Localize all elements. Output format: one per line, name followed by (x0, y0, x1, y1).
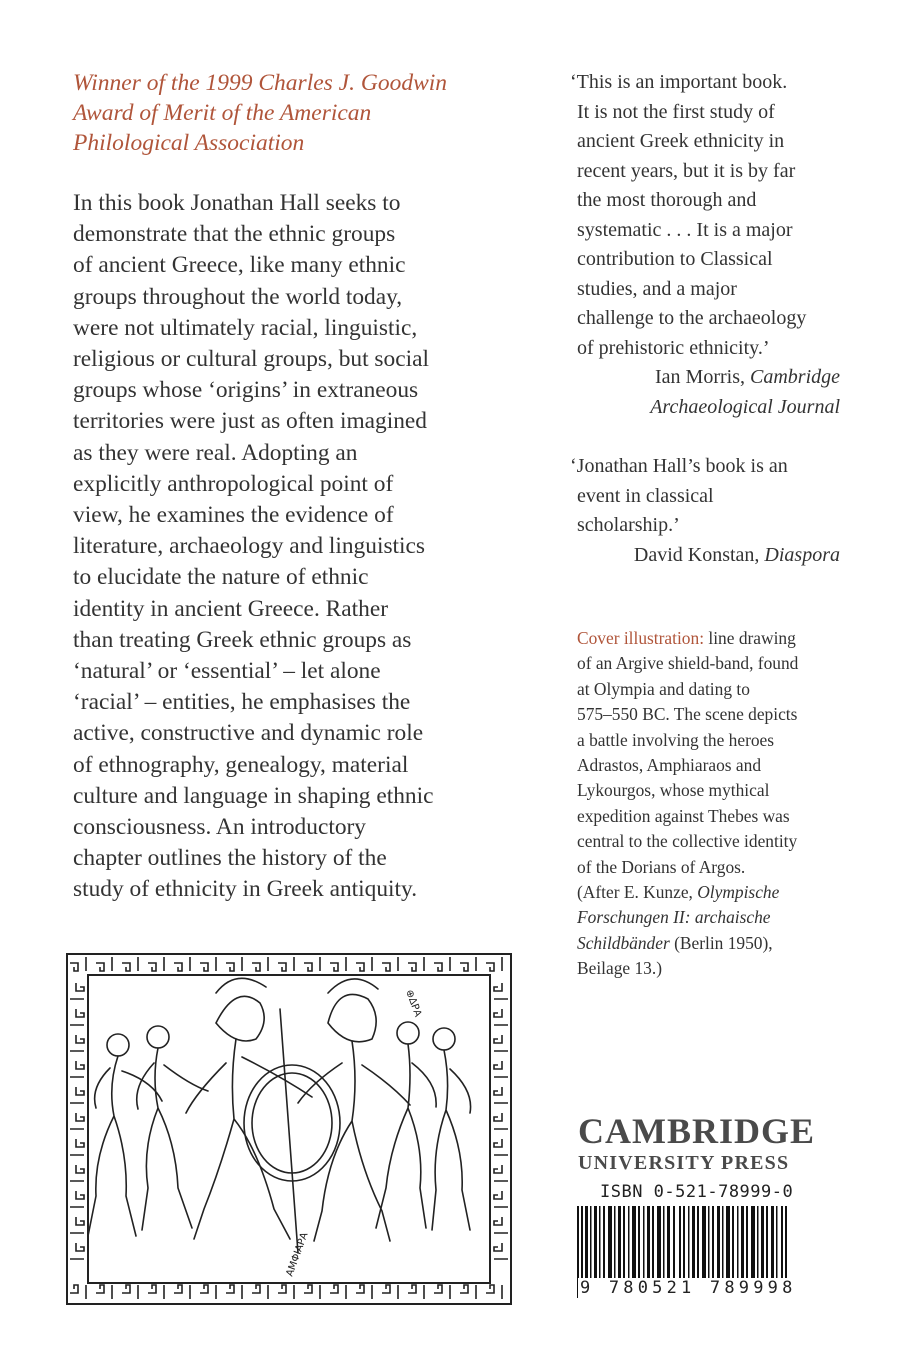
publisher-subtitle: UNIVERSITY PRESS (578, 1152, 790, 1174)
isbn-label: ISBN 0-521-78999-0 (600, 1182, 794, 1202)
publisher-name: CAMBRIDGE (578, 1111, 816, 1151)
review-quote-1 (568, 68, 878, 422)
review-source: Diaspora (764, 543, 840, 566)
review-author: Ian Morris, (655, 366, 750, 388)
svg-text:⊕ΔΡΑ: ⊕ΔΡΑ (403, 988, 424, 1019)
cover-illustration-text: line drawing of an Argive shield-band, found at Olympia and dating to 575–550 BC. The scene depicts a battle involving the heroes Adrastos, Amphiaraos and Lykourgos, whose mythical expedition against Thebes was central to the collective identity of the Dorians of Argos. (After E. Kunze, (577, 628, 799, 903)
cover-illustration-note (577, 626, 877, 982)
barcode-number: 9 780521 789998 (580, 1278, 797, 1298)
review-attribution (568, 541, 878, 571)
review-source: Cambridge Archaeological Journal (650, 366, 840, 418)
cover-illustration-label: Cover illustration: (577, 628, 705, 648)
review-author: David Konstan, (633, 543, 765, 566)
publisher-logo (578, 1112, 818, 1174)
svg-text:ΑΜΦΙΑΡΑ: ΑΜΦΙΑΡΑ (284, 1231, 311, 1279)
review-quote-2 (568, 452, 878, 570)
book-description: In this book Jonathan Hall seeks to demonstrate that the ethnic groups of ancient Greece, like many ethnic groups throughout the world today, were not ultimately racial, linguistic, religious or cultural groups, but social groups whose ‘origins’ in extraneous territories were just as often imagined as they were real. Adopting an explicitly anthropological point of view, he examines the evidence of literature, archaeology and linguistics to elucidate the nature of ethnic identity in ancient Greece. Rather than treating Greek ethnic groups as ‘natural’ or ‘essential’ – let alone ‘racial’ – entities, he emphasises the active, constructive and dynamic role of ethnography, genealogy, material culture and language in shaping ethnic consciousness. An introductory chapter outlines the history of the study of ethnicity in Greek antiquity. (73, 190, 434, 903)
review-quote-text: ‘This is an important book. It is not the first study of ancient Greek ethnicity in recent years, but it is by far the most thorough and systematic . . . It is a major contribution to Classical studies, and a major challenge to the archaeology of prehistoric ethnicity.’ (570, 71, 807, 359)
cover-illustration-ref-tail: (Berlin 1950), Beilage 13.) (577, 932, 773, 979)
award-notice: Winner of the 1999 Charles J. Goodwin Award of Merit of the American Philological Association (73, 70, 448, 156)
review-quote-text: ‘Jonathan Hall’s book is an event in classical scholarship.’ (570, 455, 788, 536)
cover-illustration-ref-title: Olympische Forschungen II: archaische Schildbänder (577, 882, 780, 953)
shield-band-drawing-icon (66, 953, 512, 1305)
review-attribution (568, 363, 878, 422)
